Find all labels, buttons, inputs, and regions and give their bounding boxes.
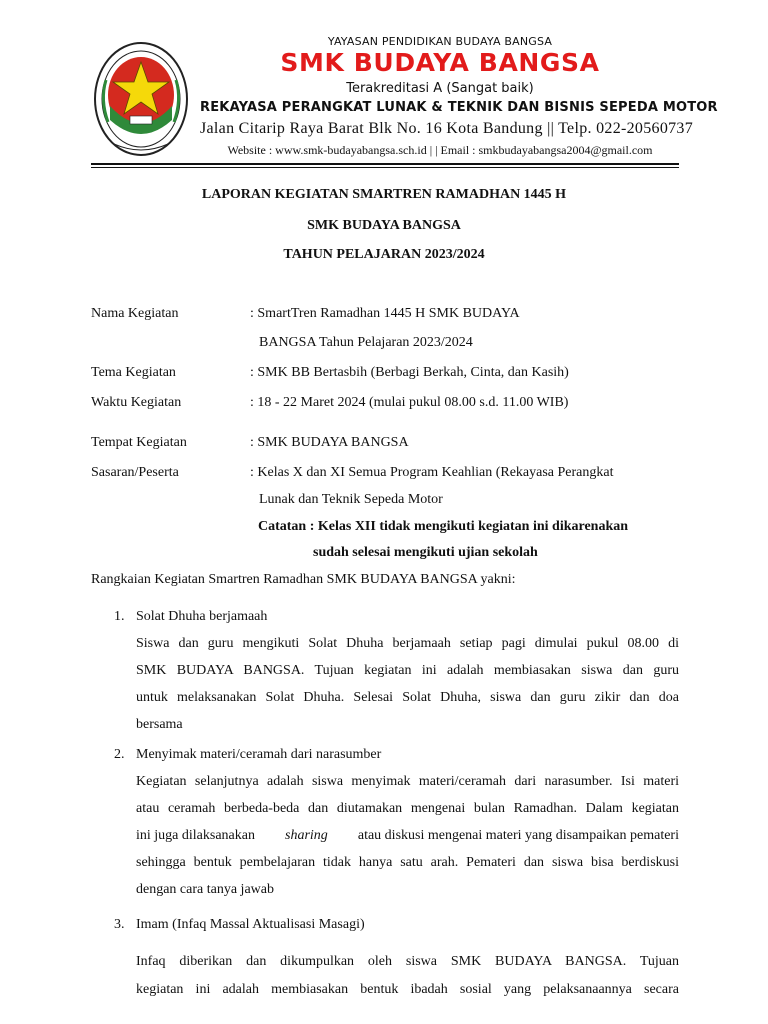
school-name: SMK BUDAYA BANGSA <box>280 48 600 77</box>
item-paragraph-line: SMK BUDAYA BANGSA. Tujuan kegiatan ini adalah membiasakan siswa dan guru <box>136 663 679 678</box>
info-value-tempat: : SMK BUDAYA BANGSA <box>250 435 409 450</box>
item-paragraph-line: kegiatan ini adalah membiasakan bentuk ibadah sosial yang pelaksanaannya secara <box>136 982 679 997</box>
info-value-nama-cont: BANGSA Tahun Pelajaran 2023/2024 <box>259 335 473 350</box>
school-emblem-logo <box>92 40 190 158</box>
info-label-sasaran: Sasaran/Peserta <box>91 465 179 480</box>
website-email: Website : www.smk-budayabangsa.sch.id | | Email : smkbudayabangsa2004@gmail.com <box>227 143 653 157</box>
item-paragraph-line: dengan cara tanya jawab <box>136 882 274 897</box>
text-run: ini juga dilaksanakan <box>136 828 255 843</box>
info-value-sasaran: : Kelas X dan XI Semua Program Keahlian (Rekayasa Perangkat <box>250 465 614 480</box>
letterhead-rule-thick <box>91 163 679 165</box>
item-paragraph-line: Kegiatan selanjutnya adalah siswa menyimak materi/ceramah dari narasumber. Isi materi <box>136 774 679 789</box>
info-value-sasaran-cont: Lunak dan Teknik Sepeda Motor <box>259 492 443 507</box>
report-subtitle-school: SMK BUDAYA BANGSA <box>307 218 461 233</box>
text-run-italic: sharing <box>285 828 328 843</box>
item-paragraph-line: atau ceramah berbeda-beda dan diutamakan mengenai bulan Ramadhan. Dalam kegiatan <box>136 801 679 816</box>
item-title: Menyimak materi/ceramah dari narasumber <box>136 747 382 762</box>
info-value-waktu: : 18 - 22 Maret 2024 (mulai pukul 08.00 s.d. 11.00 WIB) <box>250 395 569 410</box>
info-value-nama: : SmartTren Ramadhan 1445 H SMK BUDAYA <box>250 306 520 321</box>
item-paragraph-line: sehingga bentuk pembelajaran tidak hanya satu arah. Pemateri dan siswa bisa berdiskusi <box>136 855 679 870</box>
item-title: Solat Dhuha berjamaah <box>136 609 268 624</box>
text-run: atau diskusi mengenai materi yang disampaikan pemateri <box>357 828 679 843</box>
catatan-note-cont: sudah selesai mengikuti ujian sekolah <box>313 545 538 560</box>
activities-intro: Rangkaian Kegiatan Smartren Ramadhan SMK BUDAYA BANGSA yakni: <box>91 572 516 587</box>
foundation-name: YAYASAN PENDIDIKAN BUDAYA BANGSA <box>327 35 553 48</box>
school-address: Jalan Citarip Raya Barat Blk No. 16 Kota Bandung || Telp. 022-20560737 <box>200 120 694 137</box>
item-paragraph-line: Infaq diberikan dan dikumpulkan oleh siswa SMK BUDAYA BANGSA. Tujuan <box>136 954 679 969</box>
info-label-nama: Nama Kegiatan <box>91 306 179 321</box>
item-number: 3. <box>114 917 125 932</box>
item-paragraph-line: untuk melaksanakan Solat Dhuha. Selesai Solat Dhuha, siswa dan guru zikir dan doa <box>136 690 679 705</box>
report-subtitle-year: TAHUN PELAJARAN 2023/2024 <box>283 247 485 262</box>
item-paragraph-line: bersama <box>136 717 183 732</box>
item-number: 1. <box>114 609 125 624</box>
info-label-tema: Tema Kegiatan <box>91 365 176 380</box>
item-number: 2. <box>114 747 125 762</box>
accreditation: Terakreditasi A (Sangat baik) <box>346 81 534 96</box>
item-title: Imam (Infaq Massal Aktualisasi Masagi) <box>136 917 365 932</box>
study-programs: REKAYASA PERANGKAT LUNAK & TEKNIK DAN BISNIS SEPEDA MOTOR <box>200 100 718 115</box>
info-label-tempat: Tempat Kegiatan <box>91 435 187 450</box>
catatan-note: Catatan : Kelas XII tidak mengikuti kegiatan ini dikarenakan <box>258 519 629 534</box>
report-title: LAPORAN KEGIATAN SMARTREN RAMADHAN 1445 H <box>201 187 567 202</box>
letterhead-rule-thin <box>91 167 679 168</box>
info-label-waktu: Waktu Kegiatan <box>91 395 182 410</box>
item-paragraph-line: Siswa dan guru mengikuti Solat Dhuha berjamaah setiap pagi dimulai pukul 08.00 di <box>136 636 679 651</box>
info-value-tema: : SMK BB Bertasbih (Berbagi Berkah, Cinta, dan Kasih) <box>250 365 569 380</box>
item-paragraph-line <box>136 828 679 844</box>
